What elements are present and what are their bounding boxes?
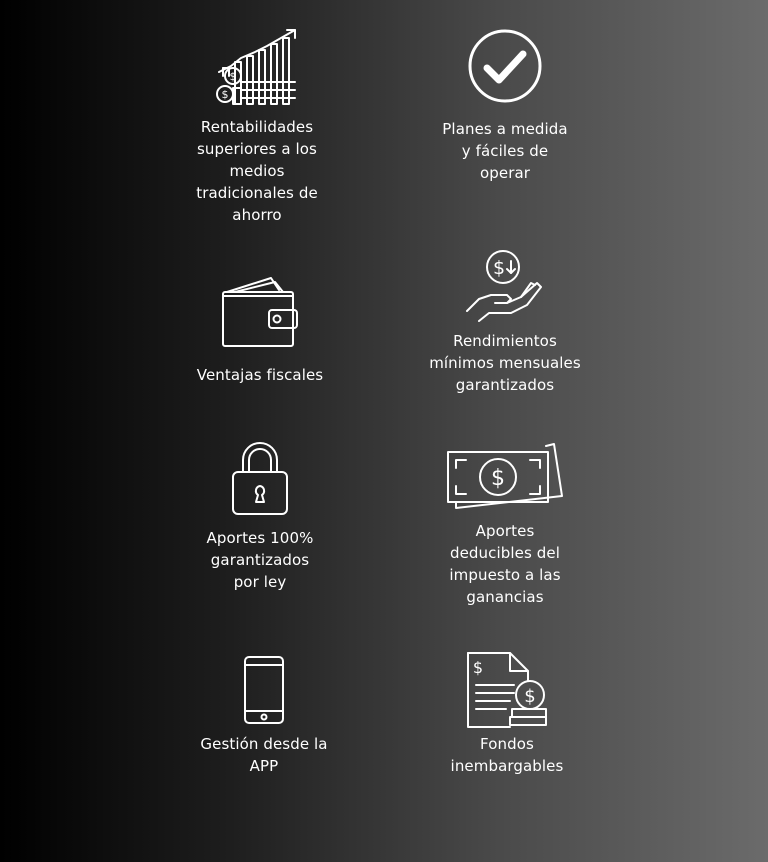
svg-text:$: $ [472, 658, 484, 677]
svg-text:$: $ [491, 466, 505, 491]
feature-label: Planes a medida y fáciles de operar [442, 120, 568, 182]
feature-label: Rentabilidades superiores a los medios tradicionales de ahorro [196, 118, 318, 224]
svg-text:$: $ [229, 70, 237, 83]
wallet-icon [221, 276, 299, 348]
smartphone-icon [243, 655, 285, 725]
svg-text:$: $ [221, 88, 229, 101]
document-coins-icon [466, 651, 548, 729]
checkmark-circle-icon [467, 28, 543, 104]
chart-growth-coins-icon [215, 28, 299, 106]
svg-text:$: $ [492, 257, 506, 279]
feature-label: Rendimientos mínimos mensuales garantizados [429, 332, 581, 394]
feature-label: Ventajas fiscales [196, 366, 324, 384]
banknotes-icon [446, 442, 564, 516]
feature-label: Aportes deducibles del impuesto a las ganancias [449, 522, 561, 606]
padlock-icon [231, 442, 289, 516]
feature-label: Fondos inembargables [450, 735, 564, 775]
feature-label: Aportes 100% garantizados por ley [206, 529, 314, 591]
hand-dollar-icon [465, 249, 545, 325]
svg-text:$: $ [524, 686, 536, 707]
feature-label: Gestión desde la APP [200, 735, 328, 775]
